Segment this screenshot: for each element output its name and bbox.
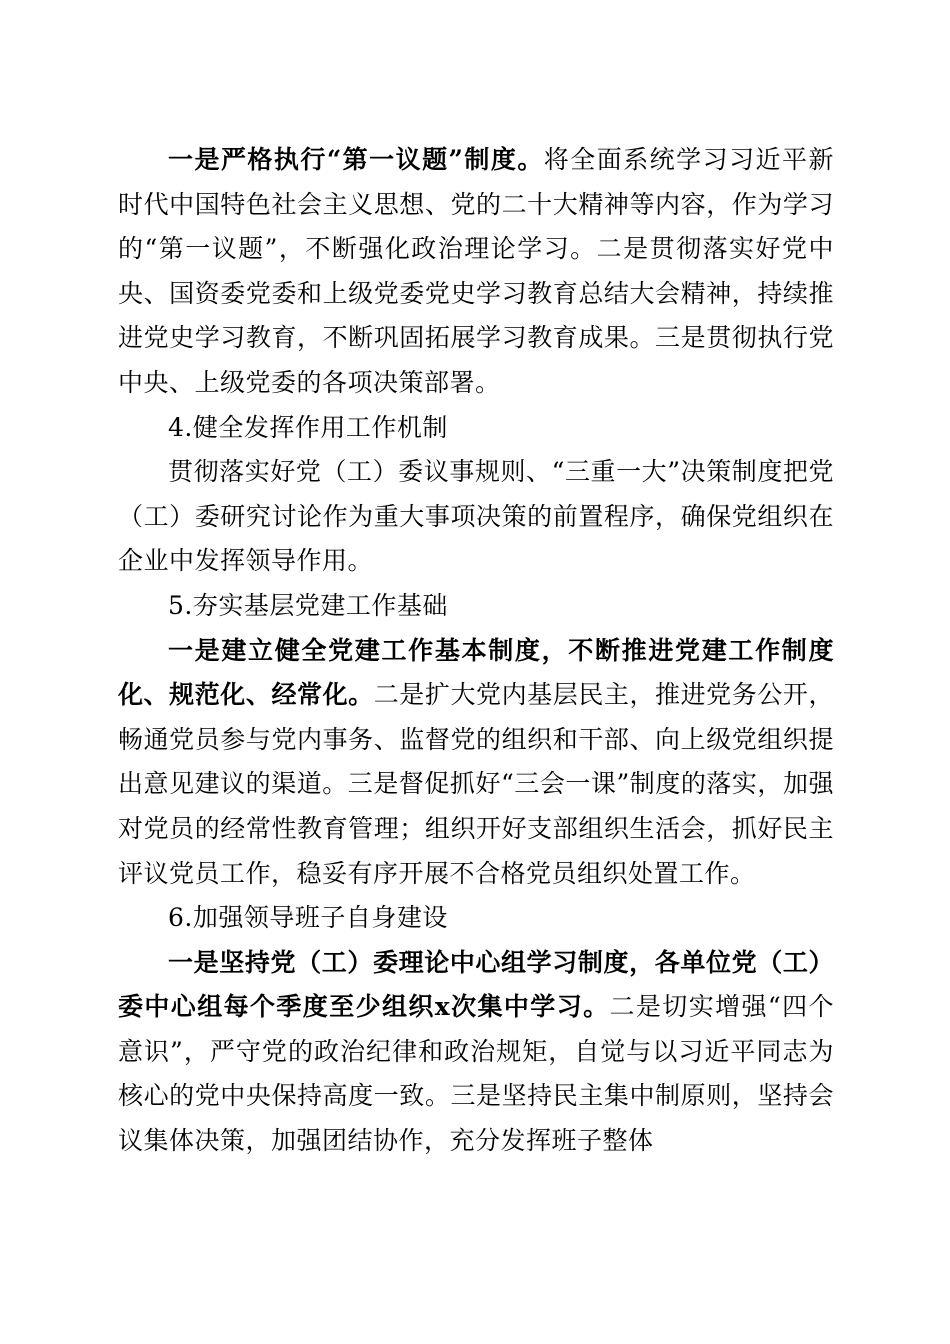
paragraph-lead: 一是严格执行“第一议题”制度。 bbox=[168, 145, 544, 174]
paragraph-leadership bbox=[118, 941, 834, 1164]
section-heading-6 bbox=[118, 896, 834, 941]
document-body bbox=[118, 138, 834, 1164]
paragraph-decision-rules bbox=[118, 450, 834, 584]
paragraph-lead: 一是建立健全党建工作基本制度，不断推进党建工作制度化、规范化、经常化。 bbox=[118, 635, 834, 710]
heading-text: 4.健全发挥作用工作机制 bbox=[168, 412, 448, 442]
paragraph-lead: 一是坚持党（工）委理论中心组学习制度，各单位党（工）委中心组每个季度至少组织x次集中学习。 bbox=[118, 947, 834, 1022]
paragraph-text: 二是切实增强“四个意识”，严守党的政治纪律和政治规矩，自觉与以习近平同志为核心的党中央保持高度一致。三是坚持民主集中制原则，坚持会议集体决策，加强团结协作，充分发挥班子整体 bbox=[118, 992, 834, 1156]
paragraph-grassroots bbox=[118, 629, 834, 897]
paragraph-text: 将全面系统学习习近平新时代中国特色社会主义思想、党的二十大精神等内容，作为学习的“第一议题”，不断强化政治理论学习。二是贯彻落实好党中央、国资委党委和上级党委党史学习教育总结大会精神，持续推进党史学习教育，不断巩固拓展学习教育成果。三是贯彻执行党中央、上级党委的各项决策部署。 bbox=[118, 145, 834, 397]
section-heading-4 bbox=[118, 406, 834, 451]
section-heading-5 bbox=[118, 584, 834, 629]
paragraph-first-agenda bbox=[118, 138, 834, 406]
paragraph-text: 二是扩大党内基层民主，推进党务公开，畅通党员参与党内事务、监督党的组织和干部、向上级党组织提出意见建议的渠道。三是督促抓好“三会一课”制度的落实，加强对党员的经常性教育管理；组织开好支部组织生活会，抓好民主评议党员工作，稳妥有序开展不合格党员组织处置工作。 bbox=[118, 680, 834, 888]
heading-text: 6.加强领导班子自身建设 bbox=[168, 903, 448, 933]
heading-text: 5.夯实基层党建工作基础 bbox=[168, 590, 448, 620]
paragraph-text: 贯彻落实好党（工）委议事规则、“三重一大”决策制度把党（工）委研究讨论作为重大事项决策的前置程序，确保党组织在企业中发挥领导作用。 bbox=[118, 457, 834, 576]
